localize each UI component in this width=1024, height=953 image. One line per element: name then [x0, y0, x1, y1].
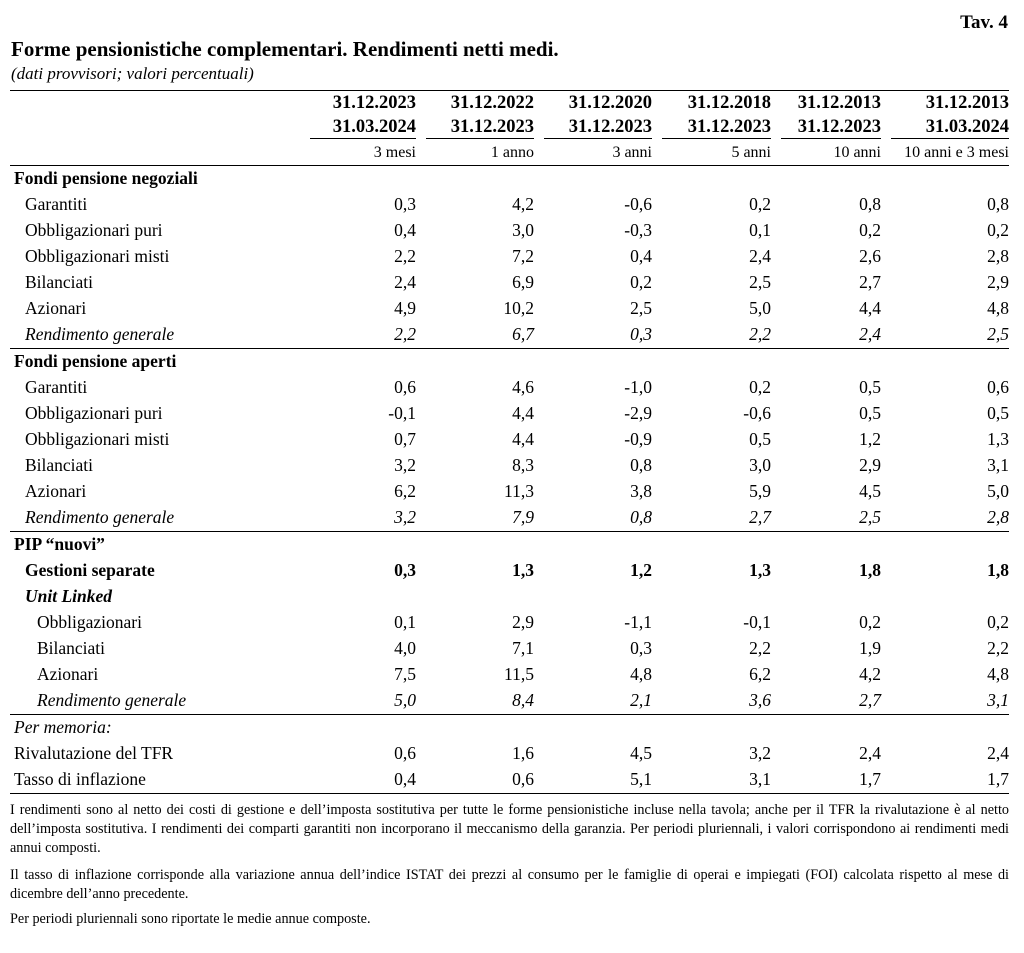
row-value: 4,8: [987, 664, 1009, 685]
row-value: 4,2: [859, 664, 881, 685]
row-value: 2,2: [394, 246, 416, 267]
row-value: 1,6: [512, 743, 534, 764]
row-value: 5,1: [534, 767, 652, 794]
row-value: 2,9: [512, 612, 534, 633]
table-row: [10, 636, 1009, 662]
row-value: 0,6: [987, 377, 1009, 398]
row-value: 2,2: [394, 324, 416, 345]
table-row: [10, 401, 1009, 427]
row-value: -1,1: [624, 612, 652, 633]
row-label: Gestioni separate: [25, 560, 155, 581]
row-value: 1,2: [859, 429, 881, 450]
row-value: 3,1: [987, 690, 1009, 711]
col-header-to-text: 31.12.2023: [781, 118, 881, 140]
row-label: Azionari: [25, 298, 87, 319]
row-value: 5,0: [987, 481, 1009, 502]
row-value: 0,7: [394, 429, 416, 450]
section-negoziali: [10, 166, 1009, 193]
row-value: 0,2: [630, 272, 652, 293]
col-header-to: [416, 116, 534, 141]
row-value: 6,9: [512, 272, 534, 293]
row-value: 0,2: [859, 612, 881, 633]
row-value: 4,5: [630, 743, 652, 764]
row-value: 2,8: [987, 507, 1009, 528]
row-label: Bilanciati: [25, 455, 94, 476]
table-row: [10, 427, 1009, 453]
section-negoziali-label: Fondi pensione negoziali: [10, 166, 1009, 193]
unit-linked-label: Unit Linked: [25, 586, 113, 607]
row-label: Rivalutazione del TFR: [14, 743, 174, 764]
row-value: 2,5: [859, 507, 881, 528]
row-value: 4,8: [987, 298, 1009, 319]
row-value: 7,9: [512, 507, 534, 528]
row-label: Obbligazionari: [37, 612, 142, 633]
section-memoria: [10, 715, 1009, 742]
col-header-to-text: 31.12.2023: [544, 118, 652, 140]
row-value: 0,5: [859, 403, 881, 424]
row-value: 1,3: [749, 560, 771, 581]
col-header-to-text: 31.03.2024: [891, 118, 1009, 140]
row-value: 2,6: [859, 246, 881, 267]
table-row: [10, 453, 1009, 479]
row-value: 0,1: [749, 220, 771, 241]
row-value: -2,9: [624, 403, 652, 424]
row-value: 2,9: [859, 455, 881, 476]
row-value: -0,9: [624, 429, 652, 450]
col-header-from: 31.12.2018: [652, 91, 771, 117]
row-value: 2,9: [987, 272, 1009, 293]
row-value: 4,4: [512, 403, 534, 424]
table-row: [10, 479, 1009, 505]
row-value: 3,0: [512, 220, 534, 241]
col-header-period: 3 anni: [612, 144, 652, 161]
row-value: 1,3: [987, 429, 1009, 450]
row-value: 0,8: [987, 194, 1009, 215]
header-corner: [10, 116, 300, 141]
row-value: 11,3: [504, 481, 534, 502]
row-value: 2,4: [749, 246, 771, 267]
returns-table: [10, 90, 1009, 794]
row-value: 6,7: [512, 324, 534, 345]
row-value: 2,7: [859, 272, 881, 293]
row-value: 4,4: [512, 429, 534, 450]
col-header-to: [652, 116, 771, 141]
row-value: 6,2: [394, 481, 416, 502]
row-value: 0,3: [630, 638, 652, 659]
row-value: 3,2: [394, 455, 416, 476]
row-value: 0,2: [987, 612, 1009, 633]
row-label: Obbligazionari misti: [25, 429, 170, 450]
row-value: 2,5: [749, 272, 771, 293]
row-value: 0,5: [987, 403, 1009, 424]
row-value: 0,8: [859, 194, 881, 215]
col-header-from: 31.12.2023: [300, 91, 416, 117]
row-value: 2,4: [987, 743, 1009, 764]
row-label: Rendimento generale: [25, 507, 175, 528]
row-value: 0,2: [987, 220, 1009, 241]
row-value: 0,4: [394, 220, 416, 241]
section-aperti: [10, 349, 1009, 376]
row-label: Garantiti: [25, 377, 88, 398]
table-row: [10, 375, 1009, 401]
header-corner: [10, 141, 300, 166]
row-value: 4,5: [859, 481, 881, 502]
row-label: Bilanciati: [37, 638, 106, 659]
row-value: 2,2: [749, 638, 771, 659]
row-label: Obbligazionari puri: [25, 403, 163, 424]
row-value: 3,6: [749, 690, 771, 711]
header-corner: [10, 91, 300, 117]
header-row-from: [10, 91, 1009, 117]
row-label: Azionari: [37, 664, 99, 685]
table-row: [10, 741, 1009, 767]
row-label: Obbligazionari puri: [25, 220, 163, 241]
row-value: 4,8: [630, 664, 652, 685]
col-header-period: 10 anni: [833, 144, 881, 161]
col-header-from: 31.12.2022: [416, 91, 534, 117]
row-value: 5,0: [394, 690, 416, 711]
row-value: 1,9: [859, 638, 881, 659]
row-value: -0,1: [388, 403, 416, 424]
table-row: [10, 322, 1009, 349]
col-header-from: 31.12.2013: [881, 91, 1009, 117]
section-pip: [10, 532, 1009, 559]
row-value: 4,2: [512, 194, 534, 215]
row-value: 0,4: [630, 246, 652, 267]
row-value: 0,2: [749, 377, 771, 398]
section-aperti-label: Fondi pensione aperti: [10, 349, 1009, 376]
row-value: -0,6: [624, 194, 652, 215]
row-label: Obbligazionari misti: [25, 246, 170, 267]
col-header-to-text: 31.12.2023: [426, 118, 534, 140]
row-label: Tasso di inflazione: [10, 767, 300, 794]
row-value: 8,4: [512, 690, 534, 711]
row-value: 2,4: [859, 743, 881, 764]
table-row: [10, 218, 1009, 244]
row-value: 4,0: [394, 638, 416, 659]
table-row: [10, 505, 1009, 532]
row-value: 5,0: [749, 298, 771, 319]
col-header-period: 5 anni: [731, 144, 771, 161]
table-row: [10, 244, 1009, 270]
row-value: 0,6: [394, 377, 416, 398]
unit-linked-row: [10, 584, 1009, 610]
page-subtitle: (dati provvisori; valori percentuali): [11, 64, 254, 83]
col-header-from: 31.12.2013: [771, 91, 881, 117]
col-header-to: [771, 116, 881, 141]
table-row: [10, 688, 1009, 715]
table-row: [10, 270, 1009, 296]
col-header-to: [881, 116, 1009, 141]
row-value: 2,2: [987, 638, 1009, 659]
row-value: -0,3: [624, 220, 652, 241]
row-value: 0,5: [859, 377, 881, 398]
row-value: 2,5: [630, 298, 652, 319]
table-row: [10, 767, 1009, 794]
col-header-period: 3 mesi: [373, 144, 416, 161]
row-value: 3,2: [394, 507, 416, 528]
row-value: 10,2: [503, 298, 534, 319]
row-label: Garantiti: [25, 194, 88, 215]
row-value: 6,2: [749, 664, 771, 685]
header-row-period: [10, 141, 1009, 166]
row-value: 3,1: [987, 455, 1009, 476]
row-value: -0,1: [743, 612, 771, 633]
row-value: 4,6: [512, 377, 534, 398]
row-value: -0,6: [743, 403, 771, 424]
row-value: 2,8: [987, 246, 1009, 267]
row-value: 0,6: [416, 767, 534, 794]
table-number: Tav. 4: [960, 12, 1008, 33]
row-value: 4,4: [859, 298, 881, 319]
row-label: Bilanciati: [25, 272, 94, 293]
row-value: 0,8: [630, 455, 652, 476]
row-value: 0,4: [300, 767, 416, 794]
row-value: 8,3: [512, 455, 534, 476]
col-header-to: [300, 116, 416, 141]
row-value: 0,5: [749, 429, 771, 450]
row-value: 0,2: [859, 220, 881, 241]
row-value: 4,9: [394, 298, 416, 319]
row-value: 2,1: [630, 690, 652, 711]
row-value: 0,2: [749, 194, 771, 215]
row-label: Rendimento generale: [25, 324, 175, 345]
row-label: Azionari: [25, 481, 87, 502]
row-value: 1,7: [771, 767, 881, 794]
row-value: 3,1: [652, 767, 771, 794]
note-2: Il tasso di inflazione corrisponde alla variazione annua dell’indice ISTAT dei prezzi al consumo per le famiglie di operai e impiegati (FOI) calcolata rispetto al mese di dicembre dell’anno precedente.: [10, 867, 1009, 902]
col-header-period: 10 anni e 3 mesi: [904, 144, 1009, 161]
col-header-to-text: 31.03.2024: [310, 118, 416, 140]
table-row: [10, 610, 1009, 636]
table-row: [10, 662, 1009, 688]
table-row: [10, 192, 1009, 218]
note-3: Per periodi pluriennali sono riportate le medie annue composte.: [10, 911, 371, 927]
row-label: Rendimento generale: [37, 690, 187, 711]
row-value: 2,5: [987, 324, 1009, 345]
section-pip-label: PIP “nuovi”: [10, 532, 1009, 559]
row-value: 2,2: [749, 324, 771, 345]
row-value: 2,7: [859, 690, 881, 711]
row-value: 1,8: [859, 560, 881, 581]
table-row: [10, 296, 1009, 322]
row-value: 7,2: [512, 246, 534, 267]
row-value: 0,6: [394, 743, 416, 764]
row-value: 3,2: [749, 743, 771, 764]
row-value: 0,3: [394, 194, 416, 215]
table-row: [10, 558, 1009, 584]
col-header-to-text: 31.12.2023: [662, 118, 771, 140]
section-memoria-label: Per memoria:: [10, 715, 1009, 742]
row-value: 0,8: [630, 507, 652, 528]
row-value: 3,8: [630, 481, 652, 502]
row-value: 5,9: [749, 481, 771, 502]
row-value: 11,5: [504, 664, 534, 685]
row-value: 2,4: [859, 324, 881, 345]
col-header-from: 31.12.2020: [534, 91, 652, 117]
row-value: 1,3: [512, 560, 534, 581]
row-value: 1,8: [987, 560, 1009, 581]
row-value: 7,1: [512, 638, 534, 659]
row-value: 2,4: [394, 272, 416, 293]
col-header-to: [534, 116, 652, 141]
page-title: Forme pensionistiche complementari. Rendimenti netti medi.: [11, 37, 559, 61]
row-value: 0,3: [630, 324, 652, 345]
row-value: -1,0: [624, 377, 652, 398]
row-value: 1,2: [630, 560, 652, 581]
row-value: 0,3: [394, 560, 416, 581]
header-row-to: [10, 116, 1009, 141]
col-header-period: 1 anno: [490, 144, 534, 161]
row-value: 7,5: [394, 664, 416, 685]
row-value: 2,7: [749, 507, 771, 528]
row-value: 1,7: [881, 767, 1009, 794]
row-value: 0,1: [394, 612, 416, 633]
row-value: 3,0: [749, 455, 771, 476]
note-1: I rendimenti sono al netto dei costi di gestione e dell’imposta sostitutiva per tutte le forme pensionistiche incluse nella tavola; anche per il TFR la rivalutazione è al netto dell’imposta sostitutiva. I rendimenti dei comparti garantiti non incorporano il meccanismo della garanzia. Per periodi pluriennali, i valori corrispondono ai rendimenti medi annui composti.: [10, 802, 1009, 856]
